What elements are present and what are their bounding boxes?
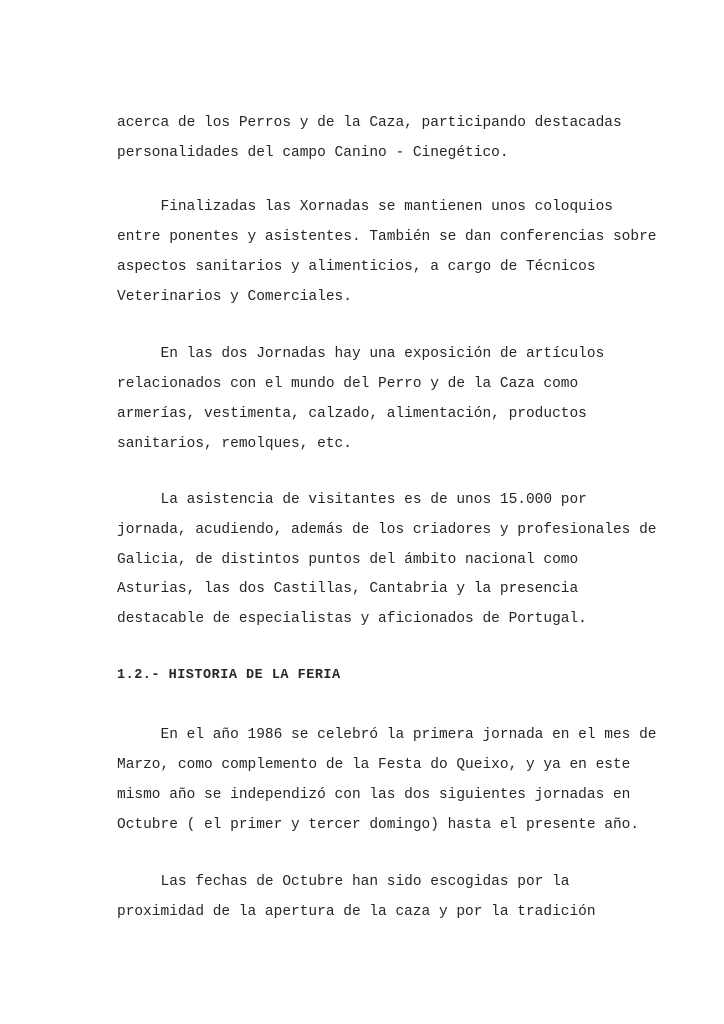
text-line: Marzo, como complemento de la Festa do Queixo, y ya en este — [117, 757, 631, 773]
text-line: En el año 1986 se celebró la primera jornada en el mes de — [117, 727, 657, 743]
text-line: aspectos sanitarios y alimenticios, a cargo de Técnicos — [117, 259, 596, 275]
text-line: armerías, vestimenta, calzado, alimentación, productos — [117, 406, 587, 422]
text-line: La asistencia de visitantes es de unos 15.000 por — [117, 492, 587, 508]
text-line: relacionados con el mundo del Perro y de la Caza como — [117, 376, 579, 392]
text-line: Galicia, de distintos puntos del ámbito nacional como — [117, 552, 579, 568]
text-line: destacable de especialistas y aficionados de Portugal. — [117, 611, 587, 627]
text-line: Veterinarios y Comerciales. — [117, 289, 352, 305]
text-line: Asturias, las dos Castillas, Cantabria y la presencia — [117, 581, 579, 597]
text-line: En las dos Jornadas hay una exposición de artículos — [117, 346, 605, 362]
text-line: Las fechas de Octubre han sido escogidas por la — [117, 874, 570, 890]
text-line: acerca de los Perros y de la Caza, participando destacadas — [117, 115, 622, 131]
text-line: sanitarios, remolques, etc. — [117, 436, 352, 452]
section-heading: 1.2.- HISTORIA DE LA FERIA — [117, 668, 341, 683]
text-line: jornada, acudiendo, además de los criadores y profesionales de — [117, 522, 657, 538]
text-line: entre ponentes y asistentes. También se dan conferencias sobre — [117, 229, 657, 245]
text-line: Finalizadas las Xornadas se mantienen unos coloquios — [117, 199, 613, 215]
text-line: mismo año se independizó con las dos siguientes jornadas en — [117, 787, 631, 803]
text-line: Octubre ( el primer y tercer domingo) hasta el presente año. — [117, 817, 640, 833]
text-line: personalidades del campo Canino - Cinegético. — [117, 145, 509, 161]
text-line: proximidad de la apertura de la caza y por la tradición — [117, 904, 596, 920]
